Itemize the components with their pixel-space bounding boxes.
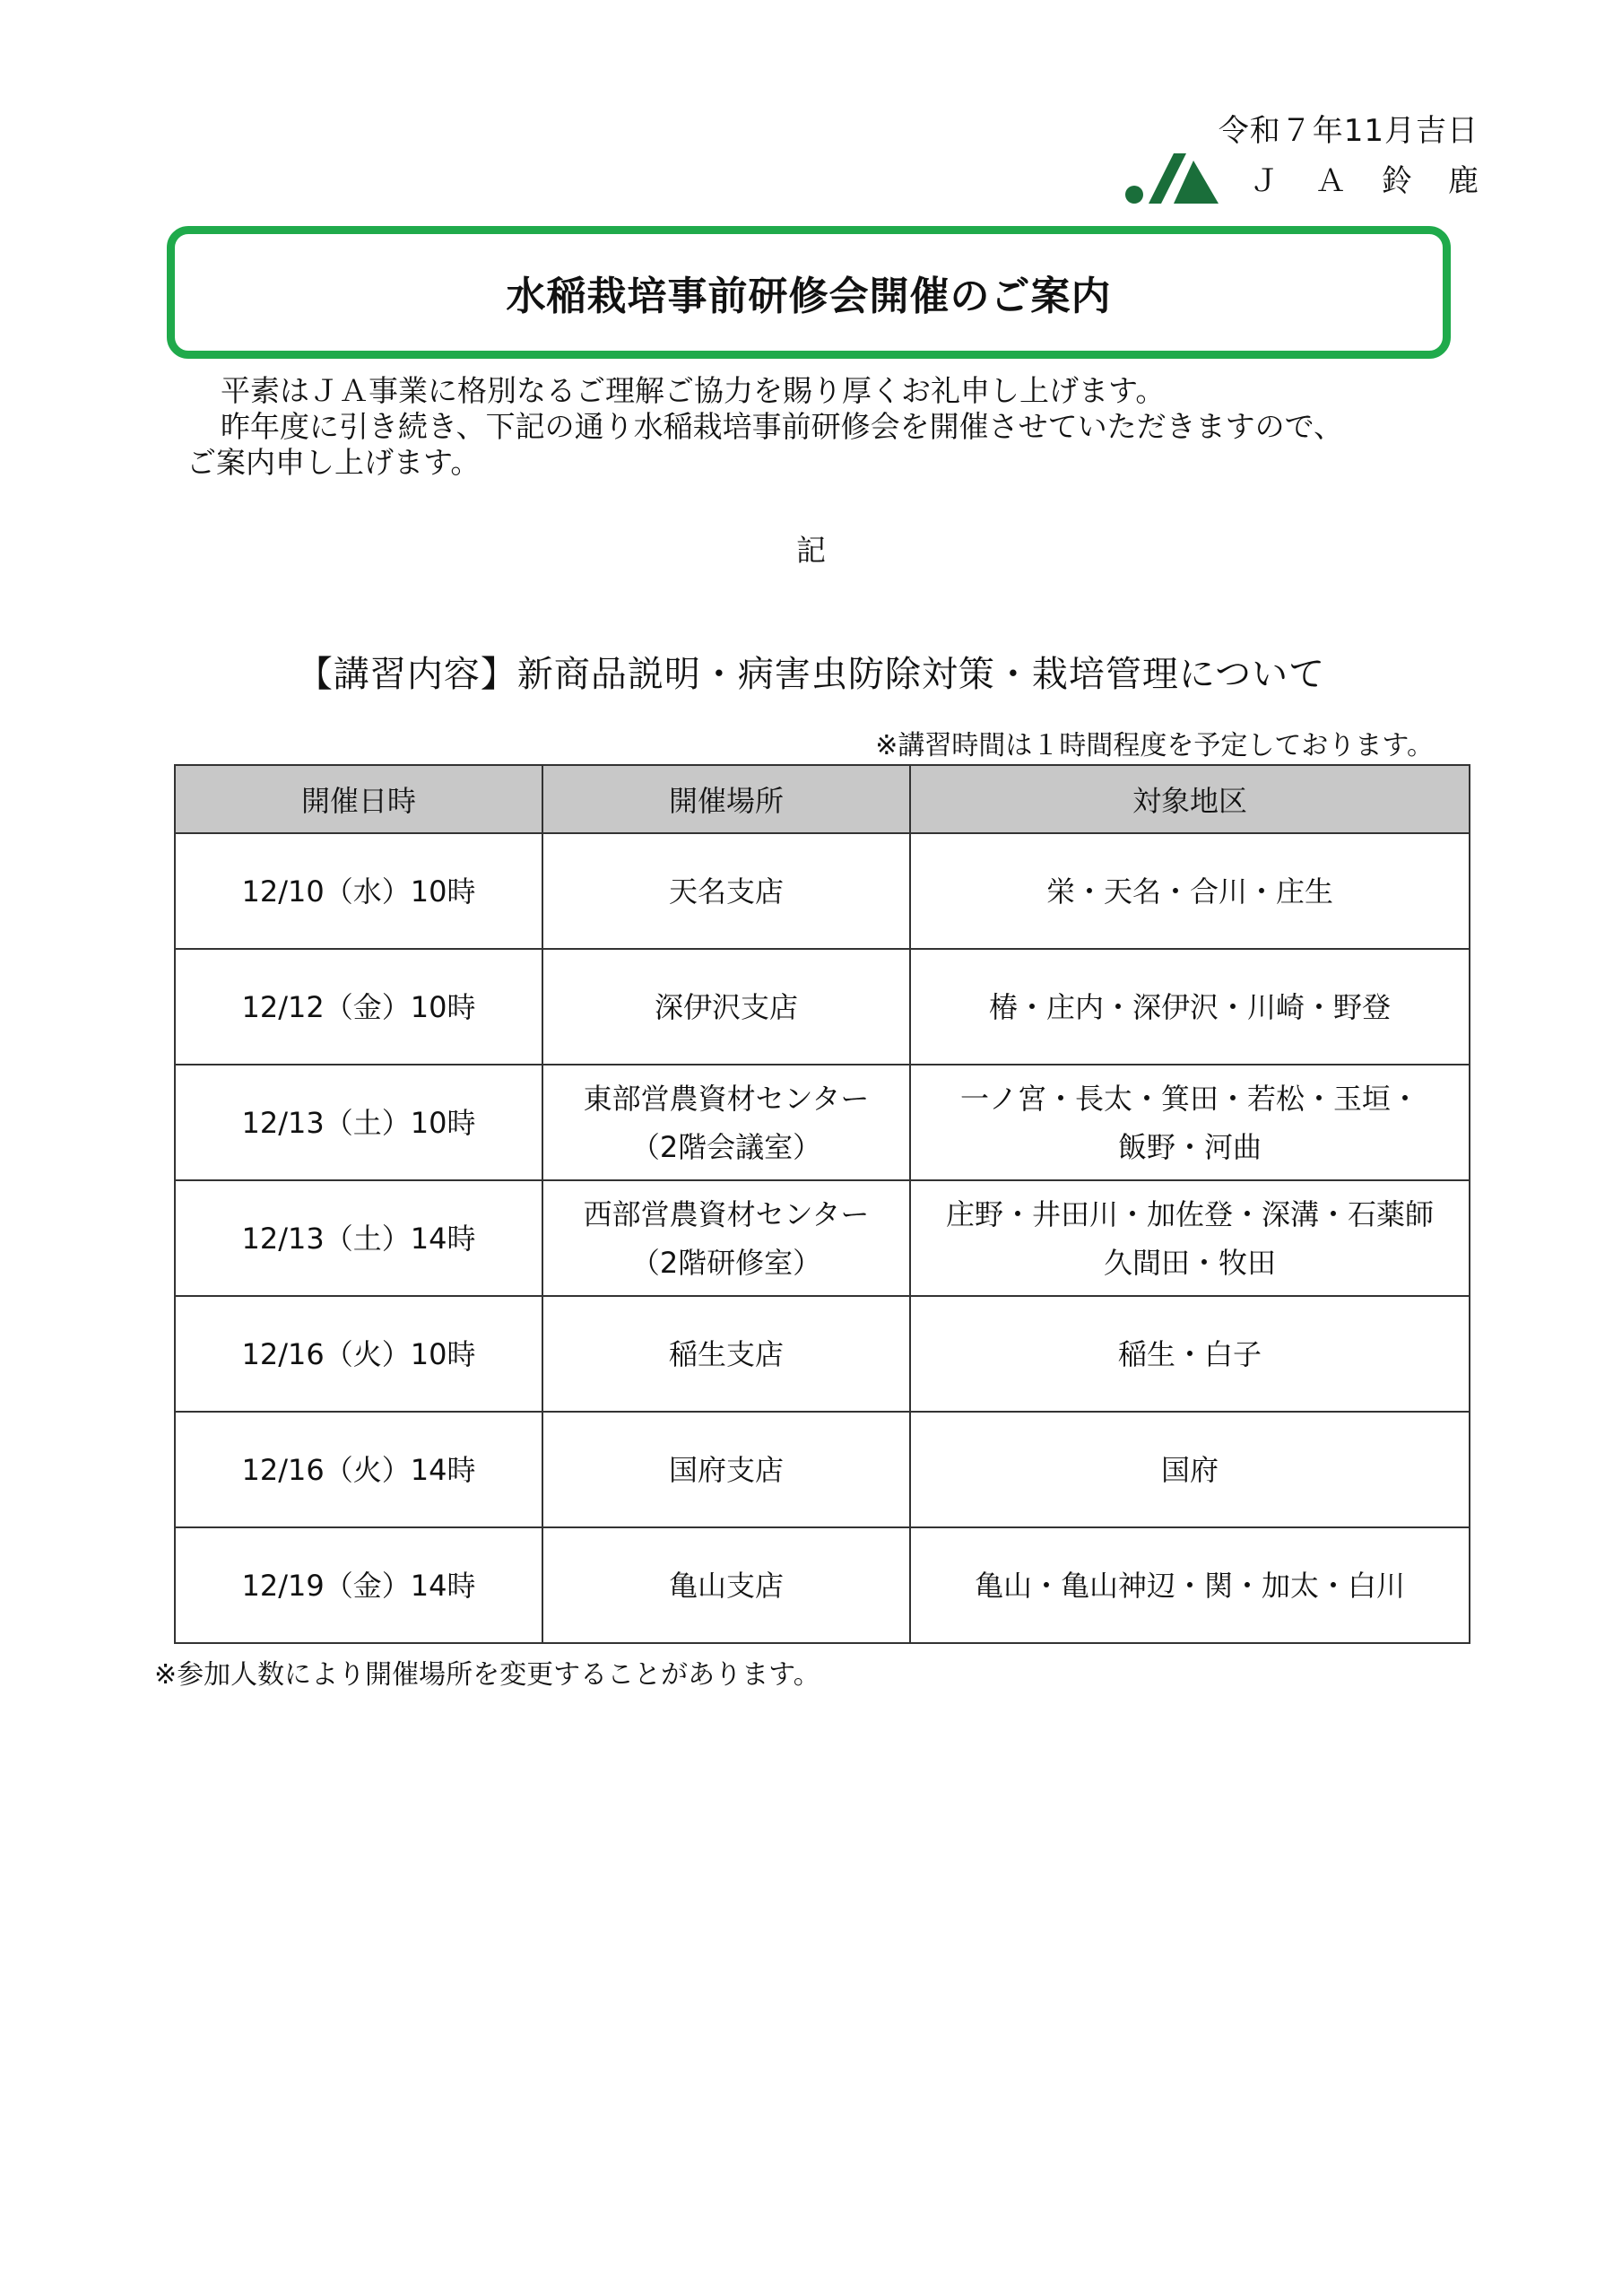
cell-place — [542, 1412, 910, 1527]
cell-place — [542, 1527, 910, 1643]
cell-place — [542, 1296, 910, 1412]
place-line: 亀山支店 — [668, 1568, 784, 1603]
table-row — [175, 949, 1470, 1065]
intro-text — [186, 373, 1343, 481]
cell-place — [542, 833, 910, 949]
area-line: 国府 — [1160, 1452, 1219, 1487]
cell-date: 12/10（水）10時 — [175, 833, 542, 949]
issue-date: 令和７年11月吉日 — [1218, 113, 1479, 149]
lecture-topic: 【講習内容】新商品説明・病害虫防除対策・栽培管理について — [296, 654, 1326, 695]
cell-date: 12/13（土）10時 — [175, 1065, 542, 1180]
cell-place — [542, 1065, 910, 1180]
cell-area — [910, 1527, 1470, 1643]
place-line: （2階会議室） — [630, 1129, 822, 1164]
ja-logo-icon — [1123, 148, 1222, 207]
table-header-row — [175, 765, 1470, 833]
cell-area — [910, 1296, 1470, 1412]
area-line: 飯野・河曲 — [1117, 1129, 1262, 1164]
cell-area — [910, 833, 1470, 949]
header-place: 開催場所 — [542, 765, 910, 833]
header-area: 対象地区 — [910, 765, 1470, 833]
cell-date: 12/12（金）10時 — [175, 949, 542, 1065]
table-row — [175, 1527, 1470, 1643]
cell-date: 12/13（土）14時 — [175, 1180, 542, 1296]
place-line: 深伊沢支店 — [654, 989, 798, 1024]
cell-area — [910, 1180, 1470, 1296]
duration-note: ※講習時間は１時間程度を予定しております。 — [875, 730, 1434, 761]
cell-area — [910, 1065, 1470, 1180]
page-title: 水稲栽培事前研修会開催のご案内 — [506, 274, 1112, 319]
ki-marker: 記 — [796, 533, 826, 568]
intro-line: 昨年度に引き続き、下記の通り水稲栽培事前研修会を開催させていただきますので、 — [221, 409, 1344, 444]
place-line: 天名支店 — [668, 874, 784, 909]
intro-line: ご案内申し上げます。 — [186, 445, 481, 480]
place-line: 西部営農資材センター — [583, 1196, 870, 1231]
cell-area — [910, 949, 1470, 1065]
intro-line: 平素はＪＡ事業に格別なるご理解ご協力を賜り厚くお礼申し上げます。 — [221, 373, 1166, 408]
area-line: 亀山・亀山神辺・関・加太・白川 — [974, 1568, 1405, 1603]
area-line: 庄野・井田川・加佐登・深溝・石薬師 — [945, 1196, 1434, 1231]
cell-place — [542, 949, 910, 1065]
place-line: 稲生支店 — [668, 1336, 784, 1371]
cell-date: 12/16（火）14時 — [175, 1412, 542, 1527]
cell-place — [542, 1180, 910, 1296]
area-line: 一ノ宮・長太・箕田・若松・玉垣・ — [959, 1081, 1419, 1116]
area-line: 久間田・牧田 — [1103, 1245, 1276, 1280]
table-row — [175, 1296, 1470, 1412]
organization-name: ＪＡ鈴鹿 — [1249, 162, 1514, 199]
organization-line — [1123, 154, 1514, 201]
place-line: 国府支店 — [668, 1452, 784, 1487]
area-line: 椿・庄内・深伊沢・川崎・野登 — [988, 989, 1391, 1024]
place-line: 東部営農資材センター — [583, 1081, 870, 1116]
venue-change-note: ※参加人数により開催場所を変更することがあります。 — [154, 1659, 820, 1691]
place-line: （2階研修室） — [630, 1245, 822, 1280]
table-row — [175, 1412, 1470, 1527]
table-row — [175, 1065, 1470, 1180]
title-box — [167, 226, 1451, 359]
table-row — [175, 833, 1470, 949]
area-line: 栄・天名・合川・庄生 — [1045, 874, 1333, 909]
header-date: 開催日時 — [175, 765, 542, 833]
cell-date: 12/16（火）10時 — [175, 1296, 542, 1412]
cell-date: 12/19（金）14時 — [175, 1527, 542, 1643]
cell-area — [910, 1412, 1470, 1527]
table-row — [175, 1180, 1470, 1296]
area-line: 稲生・白子 — [1117, 1336, 1262, 1371]
schedule-table — [174, 764, 1470, 1644]
